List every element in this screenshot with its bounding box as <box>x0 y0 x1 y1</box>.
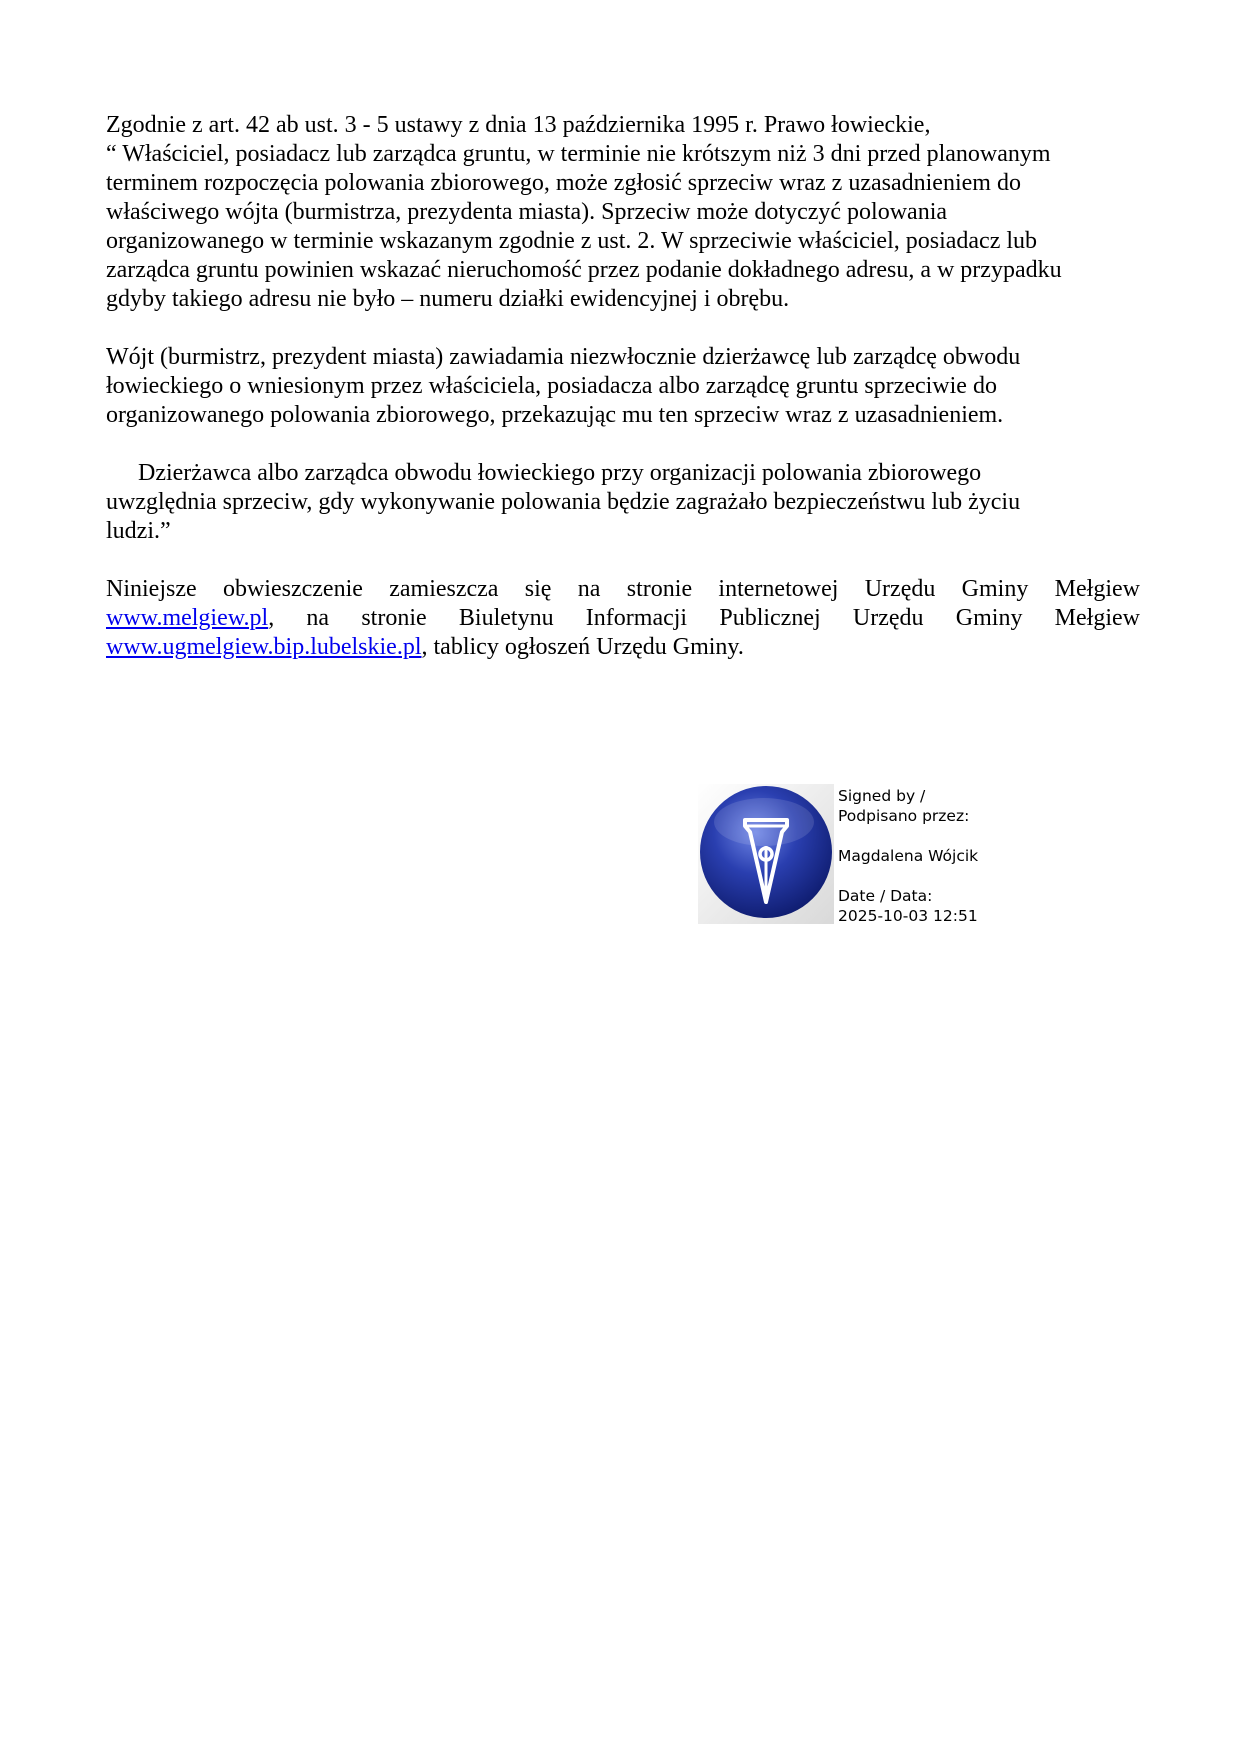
text-line: Dzierżawca albo zarządca obwodu łowieckiego przy organizacji polowania zbiorowego <box>138 460 982 486</box>
paragraph-tenant-obligation <box>106 459 1140 546</box>
text-line: terminem rozpoczęcia polowania zbiorowego, może zgłosić sprzeciw wraz z uzasadnieniem do <box>106 170 1021 196</box>
signer-name: Magdalena Wójcik <box>838 847 979 865</box>
text-line: Niniejsze obwieszczenie zamieszcza się na stronie internetowej Urzędu Gminy Mełgiew <box>106 576 1140 602</box>
paragraph-legal-basis <box>106 111 1140 314</box>
text-line: “ Właściciel, posiadacz lub zarządca gruntu, w terminie nie krótszym niż 3 dni przed planowanym <box>106 141 1051 167</box>
text-line: uwzględnia sprzeciw, gdy wykonywanie polowania będzie zagrażało bezpieczeństwu lub życiu <box>106 489 1021 515</box>
text-fragment: , tablicy ogłoszeń Urzędu Gminy. <box>421 634 744 660</box>
text-line: zarządca gruntu powinien wskazać nieruchomość przez podanie dokładnego adresu, a w przypadku <box>106 257 1062 283</box>
text-line: ludzi.” <box>106 518 171 544</box>
text-line <box>106 633 1140 662</box>
text-line: Zgodnie z art. 42 ab ust. 3 - 5 ustawy z dnia 13 października 1995 r. Prawo łowieckie, <box>106 112 931 138</box>
text-fragment: , na stronie Biuletynu Informacji Publicznej Urzędu Gminy Mełgiew <box>268 605 1140 631</box>
paragraph-publication <box>106 575 1140 662</box>
text-line: gdyby takiego adresu nie było – numeru działki ewidencyjnej i obrębu. <box>106 286 790 312</box>
electronic-signature <box>698 784 1018 924</box>
date-label: Date / Data: <box>838 887 933 905</box>
text-line: łowieckiego o wniesionym przez właściciela, posiadacza albo zarządcę gruntu sprzeciwie do <box>106 373 997 399</box>
signed-by-label-pl: Podpisano przez: <box>838 807 970 825</box>
text-line: organizowanego w terminie wskazanym zgodnie z ust. 2. W sprzeciwie właściciel, posiadacz lub <box>106 228 1038 254</box>
text-line: właściwego wójta (burmistrza, prezydenta miasta). Sprzeciw może dotyczyć polowania <box>106 199 948 225</box>
melgiew-website-link[interactable]: www.melgiew.pl <box>106 605 269 631</box>
signed-by-label: Signed by / <box>838 787 926 805</box>
text-line <box>106 604 1140 633</box>
text-line: Wójt (burmistrz, prezydent miasta) zawiadamia niezwłocznie dzierżawcę lub zarządcę obwodu <box>106 344 1021 370</box>
text-line: organizowanego polowania zbiorowego, przekazując mu ten sprzeciw wraz z uzasadnieniem. <box>106 402 1004 428</box>
date-value: 2025-10-03 12:51 <box>838 907 978 925</box>
paragraph-mayor-notice <box>106 343 1140 430</box>
signature-details <box>838 786 978 926</box>
document-body <box>106 111 1140 691</box>
bip-website-link[interactable]: www.ugmelgiew.bip.lubelskie.pl <box>106 634 422 660</box>
pen-nib-icon <box>698 784 834 924</box>
